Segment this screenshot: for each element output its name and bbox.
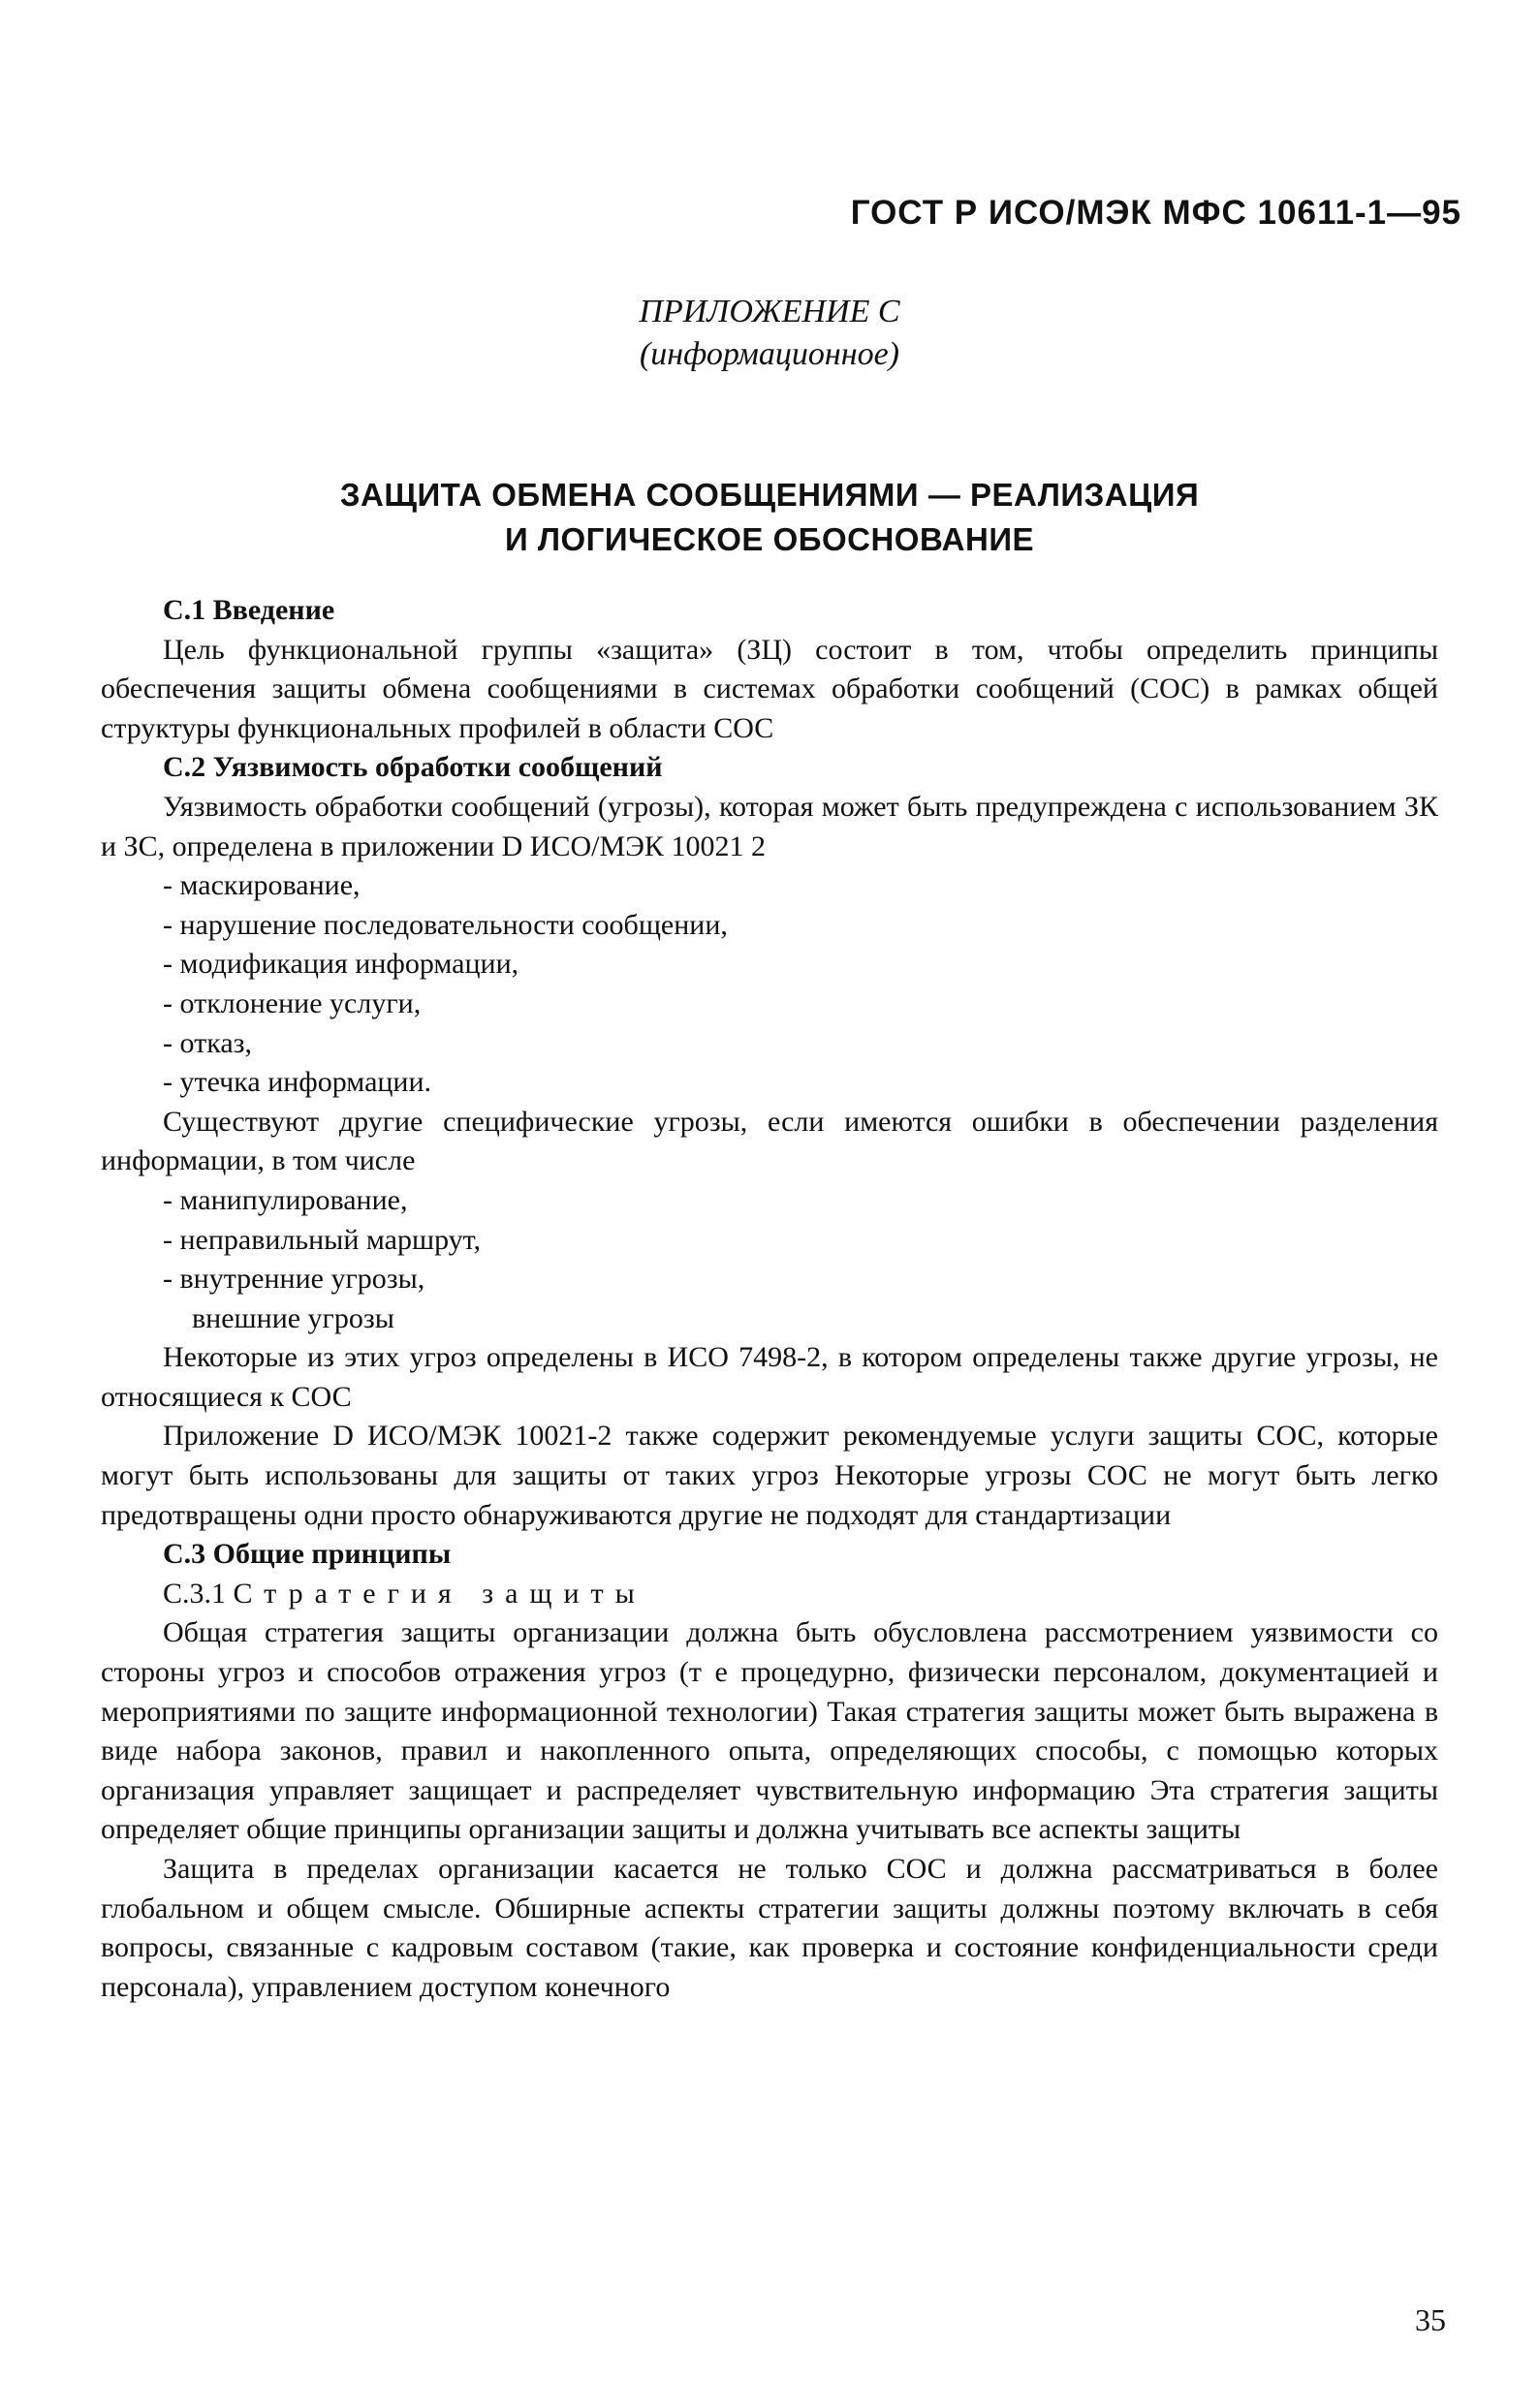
annex-label: [0, 291, 1539, 376]
section-number: С.3.1: [163, 1577, 227, 1610]
list-item: - утечка информации.: [163, 1066, 432, 1099]
list-item: - внутренние угрозы,: [163, 1263, 425, 1296]
annex-line-1: ПРИЛОЖЕНИЕ С: [639, 294, 900, 329]
list-item: - отказ,: [163, 1026, 252, 1059]
list-item: - отклонение услуги,: [163, 986, 422, 1019]
paragraph: Уязвимость обработки сообщений (угрозы), которая может быть предупреждена с использованием ЗК и ЗС, определена в приложении D ИСО/МЭК 10021 2: [101, 790, 1438, 862]
paragraph: Защита в пределах организации касается не только СОС и должна рассматриваться в более глобальном и общем смысле. Обширные аспекты стратегии защиты должны поэтому включать в себя вопросы, связанные с кадровым составом (такие, как проверка и состояние конфиденциальности среди персонала), управлением доступом конечного: [101, 1853, 1438, 2003]
paragraph: Цель функциональной группы «защита» (ЗЦ) состоит в том, чтобы определить принципы обеспечения защиты обмена сообщениями в системах обработки сообщений (СОС) в рамках общей структуры функциональных профилей в области СОС: [101, 633, 1438, 744]
page-title: [0, 473, 1539, 562]
section-heading-c2: С.2 Уязвимость обработки сообщений: [163, 751, 663, 784]
list-item: - манипулирование,: [163, 1183, 408, 1216]
list-item: - нарушение последовательности сообщении,: [163, 908, 728, 941]
paragraph: Приложение D ИСО/МЭК 10021-2 также содержит рекомендуемые услуги защиты СОС, которые могут быть использованы для защиты от таких угроз Некоторые угрозы СОС не могут быть легко предотвращены одни просто обнаруживаются другие не подходят для стандартизации: [101, 1420, 1438, 1531]
section-heading-c3: С.3 Общие принципы: [163, 1538, 452, 1571]
paragraph: Общая стратегия защиты организации должна быть обусловлена рассмотрением уязвимости со стороны угроз и способов отражения угроз (т е процедурно, физически персоналом, документацией и мероприятиями по защите информационной технологии) Такая стратегия защиты может быть выражена в виде набора законов, правил и накопленного опыта, определяющих способы, с помощью которых организация управляет защищает и распределяет чувствительную информацию Эта стратегия защиты определяет общие принципы организации защиты и должна учитывать все аспекты защиты: [101, 1616, 1438, 1846]
paragraph: Некоторые из этих угроз определены в ИСО 7498-2, в котором определены также другие угрозы, не относящиеся к СОС: [101, 1341, 1438, 1413]
page-number: 35: [1415, 2302, 1446, 2337]
list-item: - модификация информации,: [163, 948, 519, 981]
section-spaced-title: Стратегия защиты: [233, 1577, 646, 1610]
list-item: - маскирование,: [163, 869, 361, 902]
annex-line-2: (информационное): [639, 336, 900, 372]
list-item: - неправильный маршрут,: [163, 1223, 482, 1256]
document-body: [101, 591, 1438, 2007]
list-item: внешние угрозы: [192, 1301, 394, 1334]
title-line-1: ЗАЩИТА ОБМЕНА СООБЩЕНИЯМИ — РЕАЛИЗАЦИЯ: [339, 477, 1200, 513]
title-line-2: И ЛОГИЧЕСКОЕ ОБОСНОВАНИЕ: [504, 521, 1035, 557]
paragraph: Существуют другие специфические угрозы, если имеются ошибки в обеспечении разделения информации, в том числе: [101, 1105, 1438, 1177]
section-heading-c1: С.1 Введение: [163, 594, 335, 626]
document-header: ГОСТ Р ИСО/МЭК МФС 10611-1—95: [850, 194, 1461, 232]
section-heading-c31: [163, 1575, 1438, 1614]
